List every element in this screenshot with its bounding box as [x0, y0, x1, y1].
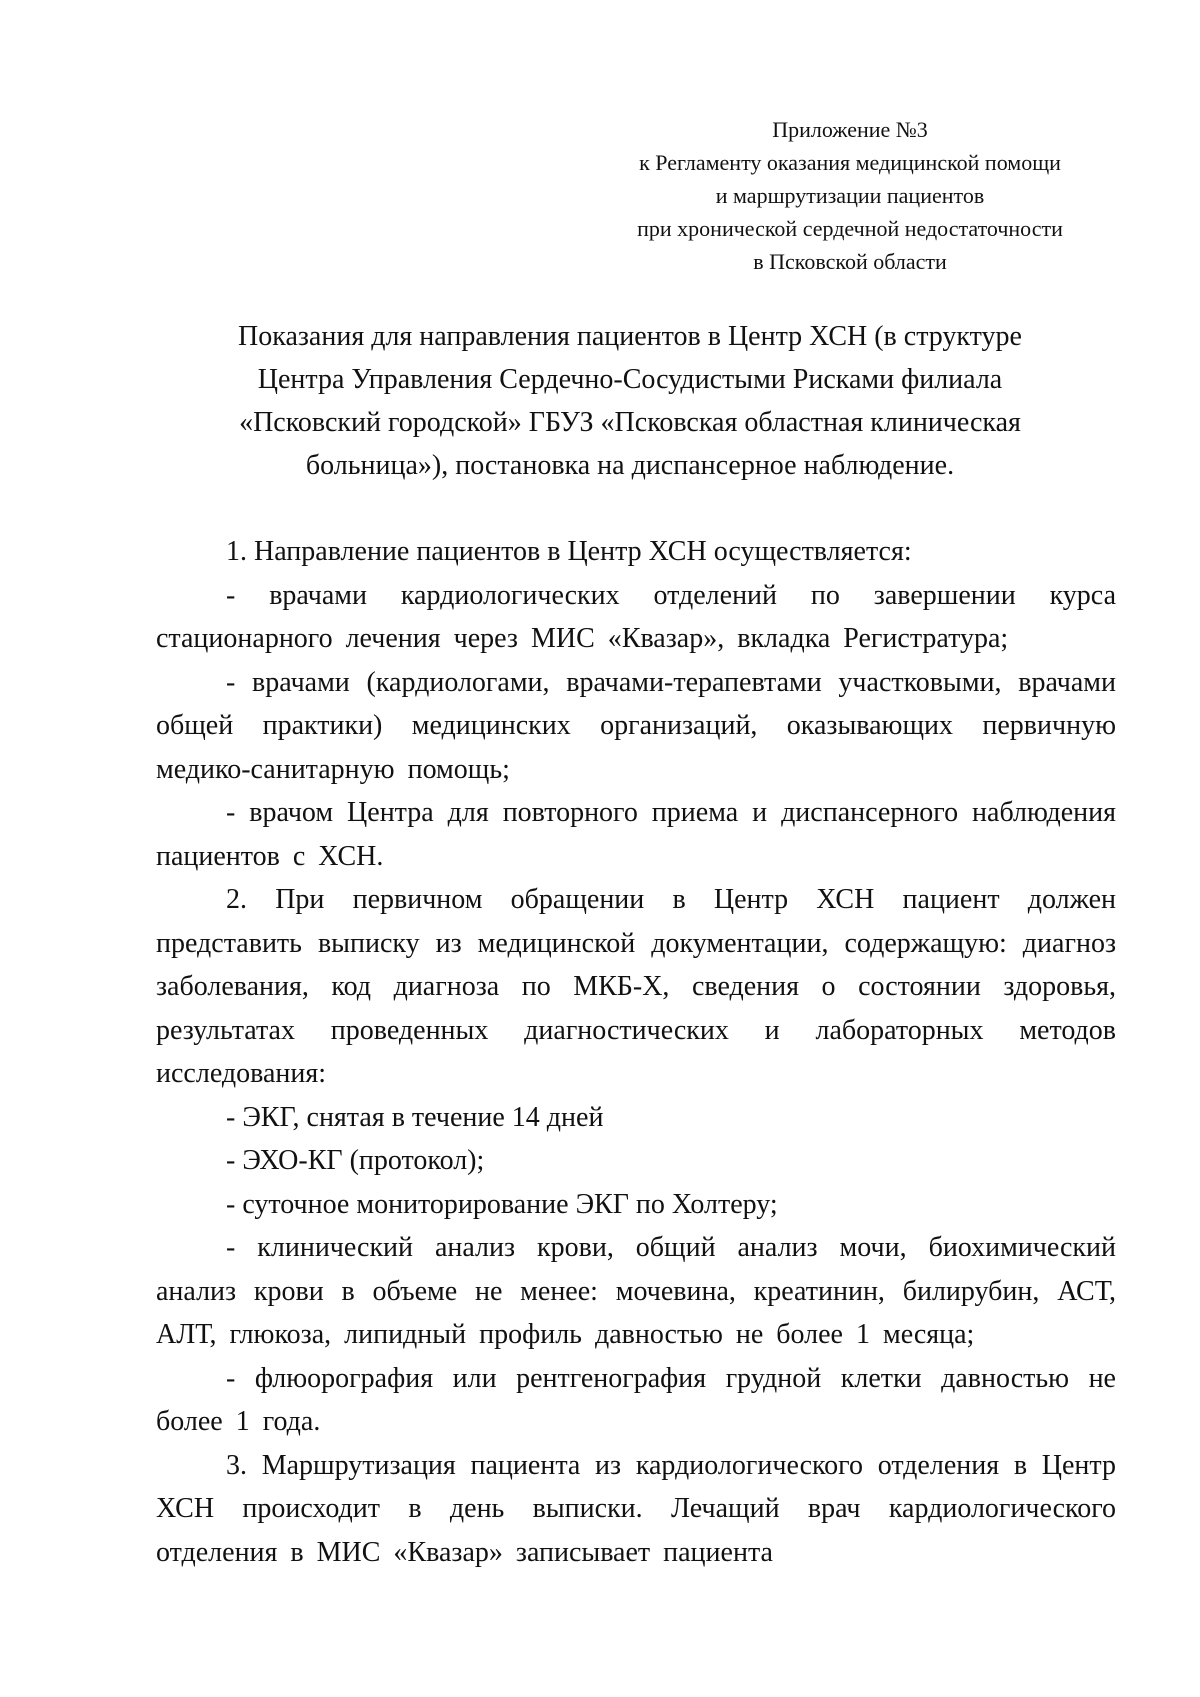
title-line: Центра Управления Сердечно-Сосудистыми Рисками филиала — [257, 364, 1003, 395]
appendix-header — [610, 113, 1090, 278]
document-title — [150, 315, 1110, 487]
list-item: - клинический анализ крови, общий анализ мочи, биохимический анализ крови в объеме не менее: мочевина, креатинин, билирубин, АСТ, АЛТ, глюкоза, липидный профиль давностью не более 1 месяца; — [156, 1232, 1116, 1350]
list-item: - ЭКГ, снятая в течение 14 дней — [226, 1101, 604, 1133]
list-item: - суточное мониторирование ЭКГ по Холтеру; — [226, 1188, 778, 1220]
document-body — [156, 530, 1116, 1574]
list-item: - врачом Центра для повторного приема и диспансерного наблюдения пациентов с ХСН. — [156, 797, 1116, 872]
appendix-reference-line: при хронической сердечной недостаточности — [637, 216, 1063, 241]
title-line: «Псковский городской» ГБУЗ «Псковская областная клиническая — [239, 407, 1021, 438]
section-1-heading: 1. Направление пациентов в Центр ХСН осуществляется: — [226, 536, 912, 567]
section-2-paragraph: 2. При первичном обращении в Центр ХСН пациент должен представить выписку из медицинской документации, содержащую: диагноз заболевания, код диагноза по МКБ-Х, сведения о состоянии здоровья, результатах проведенных диагностических и лабораторных методов исследования: — [156, 884, 1116, 1089]
appendix-reference-line: к Регламенту оказания медицинской помощи — [639, 150, 1061, 175]
list-item: - врачами кардиологических отделений по завершении курса стационарного лечения через МИС «Квазар», вкладка Регистратура; — [156, 579, 1116, 654]
list-item: - врачами (кардиологами, врачами-терапевтами участковыми, врачами общей практики) медицинских организаций, оказывающих первичную медико-санитарную помощь; — [156, 666, 1116, 785]
appendix-number: Приложение №3 — [772, 117, 928, 142]
list-item: - ЭХО-КГ (протокол); — [226, 1145, 485, 1176]
appendix-reference-line: и маршрутизации пациентов — [715, 183, 985, 208]
section-3-paragraph: 3. Маршрутизация пациента из кардиологического отделения в Центр ХСН происходит в день выписки. Лечащий врач кардиологического отделения в МИС «Квазар» записывает пациента — [156, 1449, 1116, 1568]
appendix-reference-line: в Псковской области — [753, 249, 947, 274]
title-line: больница»), постановка на диспансерное наблюдение. — [305, 450, 955, 481]
title-line: Показания для направления пациентов в Центр ХСН (в структуре — [238, 321, 1022, 352]
list-item: - флюорография или рентгенография грудной клетки давностью не более 1 года. — [156, 1362, 1116, 1437]
